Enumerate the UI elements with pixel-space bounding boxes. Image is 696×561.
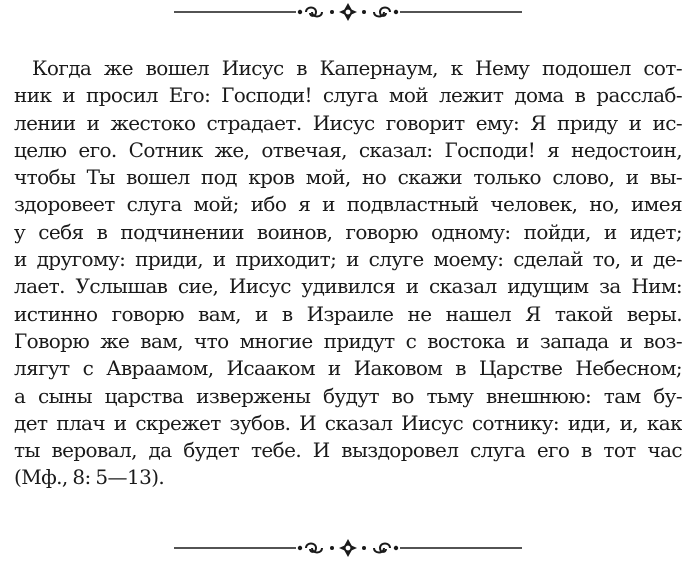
text-line: Говорю же вам, что многие придут с востока и запада и воз- (14, 328, 682, 353)
text-line: а сыны царства извержены будут во тьму внешнюю: там бу- (14, 383, 682, 408)
text-line: дет плач и скрежет зубов. И сказал Иисус сотнику: иди, и, как (14, 410, 682, 435)
bottom-divider-ornament (170, 537, 526, 559)
text-line: лении и жестоко страдает. Иисус говорит ему: Я приду и ис- (14, 110, 682, 135)
ornament-graphic (170, 1, 526, 23)
text-line: лает. Услышав сие, Иисус удивился и сказал идущим за Ним: (14, 274, 682, 299)
text-line: Когда же вошел Иисус в Капернаум, к Нему подошел сот- (32, 56, 682, 80)
text-line: ты веровал, да будет тебе. И выздоровел слуга его в тот час (14, 438, 682, 463)
top-divider-ornament (170, 1, 526, 23)
text-line: здоровеет слуга мой; ибо я и подвластный человек, но, имея (14, 192, 682, 217)
text-line: ник и просил Его: Господи! слуга мой лежит дома в расслаб- (14, 83, 682, 108)
text-line: целю его. Сотник же, отвечая, сказал: Господи! я недостоин, (14, 137, 682, 162)
ornament-graphic (170, 537, 526, 559)
text-line: чтобы Ты вошел под кров мой, но скажи только слово, и вы- (14, 165, 682, 190)
scripture-paragraph (14, 55, 682, 492)
text-line: истинно говорю вам, и в Израиле не нашел Я такой веры. (14, 301, 682, 326)
citation-line: (Мф., 8: 5—13). (14, 465, 165, 490)
text-line: у себя в подчинении воинов, говорю одному: пойди, и идет; (14, 219, 682, 244)
text-line: и другому: приди, и приходит; и слуге моему: сделай то, и де- (14, 247, 682, 272)
text-line: лягут с Авраамом, Исааком и Иаковом в Царстве Небесном; (14, 356, 682, 381)
